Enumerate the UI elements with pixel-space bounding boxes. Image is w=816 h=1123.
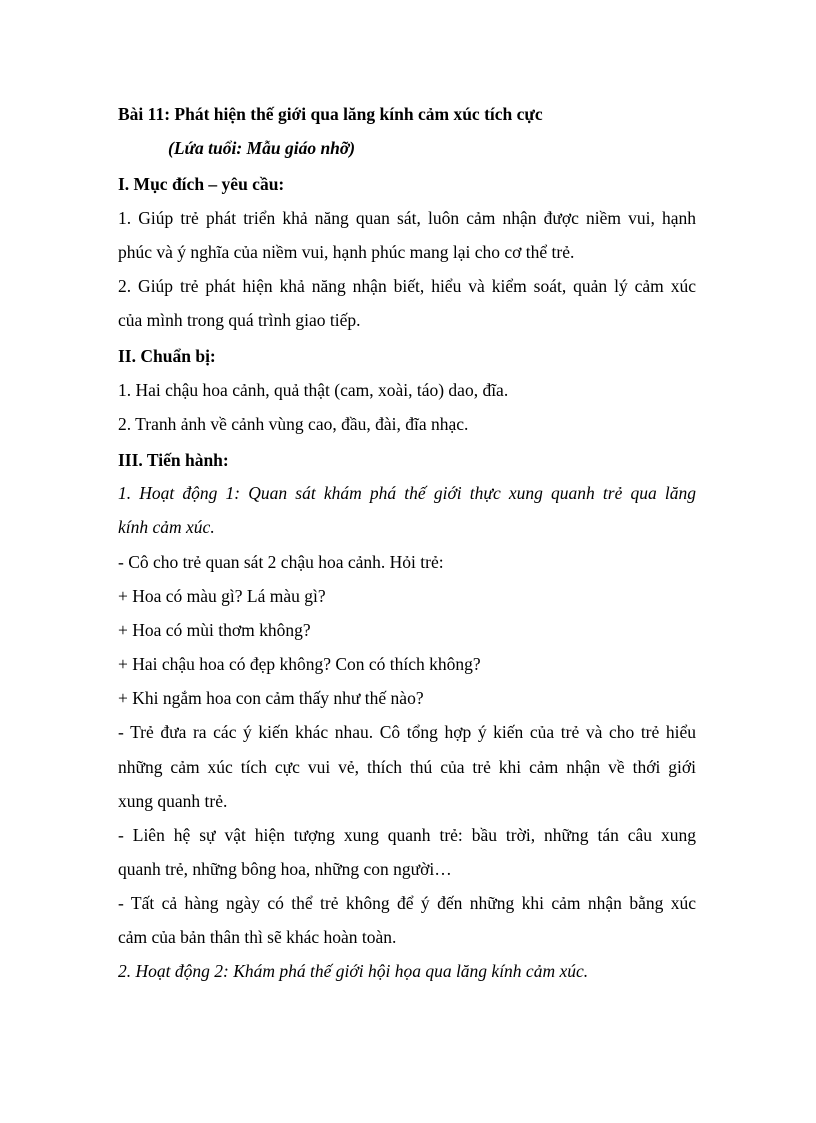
question-2: + Hoa có mùi thơm không? (118, 620, 311, 640)
question-3: + Hai chậu hoa có đẹp không? Con có thích không? (118, 654, 481, 674)
s2-item2: 2. Tranh ảnh về cảnh vùng cao, đầu, đài, đĩa nhạc. (118, 414, 469, 434)
s2-item1: 1. Hai chậu hoa cảnh, quả thật (cam, xoài, táo) dao, đĩa. (118, 380, 509, 400)
age-group: (Lứa tuổi: Mẫu giáo nhỡ) (168, 138, 356, 158)
lesson-title: Bài 11: Phát hiện thế giới qua lăng kính cảm xúc tích cực (118, 104, 543, 124)
paragraph-2-line1: - Trẻ đưa ra các ý kiến khác nhau. Cô tổng hợp ý kiến của trẻ và cho trẻ hiểu (118, 722, 696, 742)
s1-item1-line2: phúc và ý nghĩa của niềm vui, hạnh phúc mang lại cho cơ thể trẻ. (118, 242, 575, 262)
activity1-line1: 1. Hoạt động 1: Quan sát khám phá thế giới thực xung quanh trẻ qua lăng (118, 483, 696, 503)
activity1-line2: kính cảm xúc. (118, 517, 215, 537)
paragraph-2-line3: xung quanh trẻ. (118, 791, 228, 811)
paragraph-3-line2: quanh trẻ, những bông hoa, những con người… (118, 859, 452, 879)
paragraph-2-line2: những cảm xúc tích cực vui vẻ, thích thú của trẻ khi cảm nhận về thới giới (118, 757, 696, 777)
section1-heading: I. Mục đích – yêu cầu: (118, 174, 285, 194)
section2-heading: II. Chuẩn bị: (118, 346, 216, 366)
section3-heading: III. Tiến hành: (118, 450, 229, 470)
s1-item1-line1: 1. Giúp trẻ phát triển khả năng quan sát, luôn cảm nhận được niềm vui, hạnh (118, 208, 696, 228)
paragraph-3-line1: - Liên hệ sự vật hiện tượng xung quanh trẻ: bầu trời, những tán câu xung (118, 825, 696, 845)
activity2-heading: 2. Hoạt động 2: Khám phá thế giới hội họa qua lăng kính cảm xúc. (118, 961, 589, 981)
paragraph-4-line2: cảm của bản thân thì sẽ khác hoàn toàn. (118, 927, 397, 947)
paragraph-4-line1: - Tất cả hàng ngày có thể trẻ không để ý đến những khi cảm nhận bằng xúc (118, 893, 696, 913)
s1-item2-line2: của mình trong quá trình giao tiếp. (118, 310, 361, 330)
paragraph-observe: - Cô cho trẻ quan sát 2 chậu hoa cảnh. Hỏi trẻ: (118, 552, 444, 572)
question-1: + Hoa có màu gì? Lá màu gì? (118, 586, 326, 606)
question-4: + Khi ngắm hoa con cảm thấy như thế nào? (118, 688, 424, 708)
s1-item2-line1: 2. Giúp trẻ phát hiện khả năng nhận biết, hiểu và kiểm soát, quản lý cảm xúc (118, 276, 696, 296)
